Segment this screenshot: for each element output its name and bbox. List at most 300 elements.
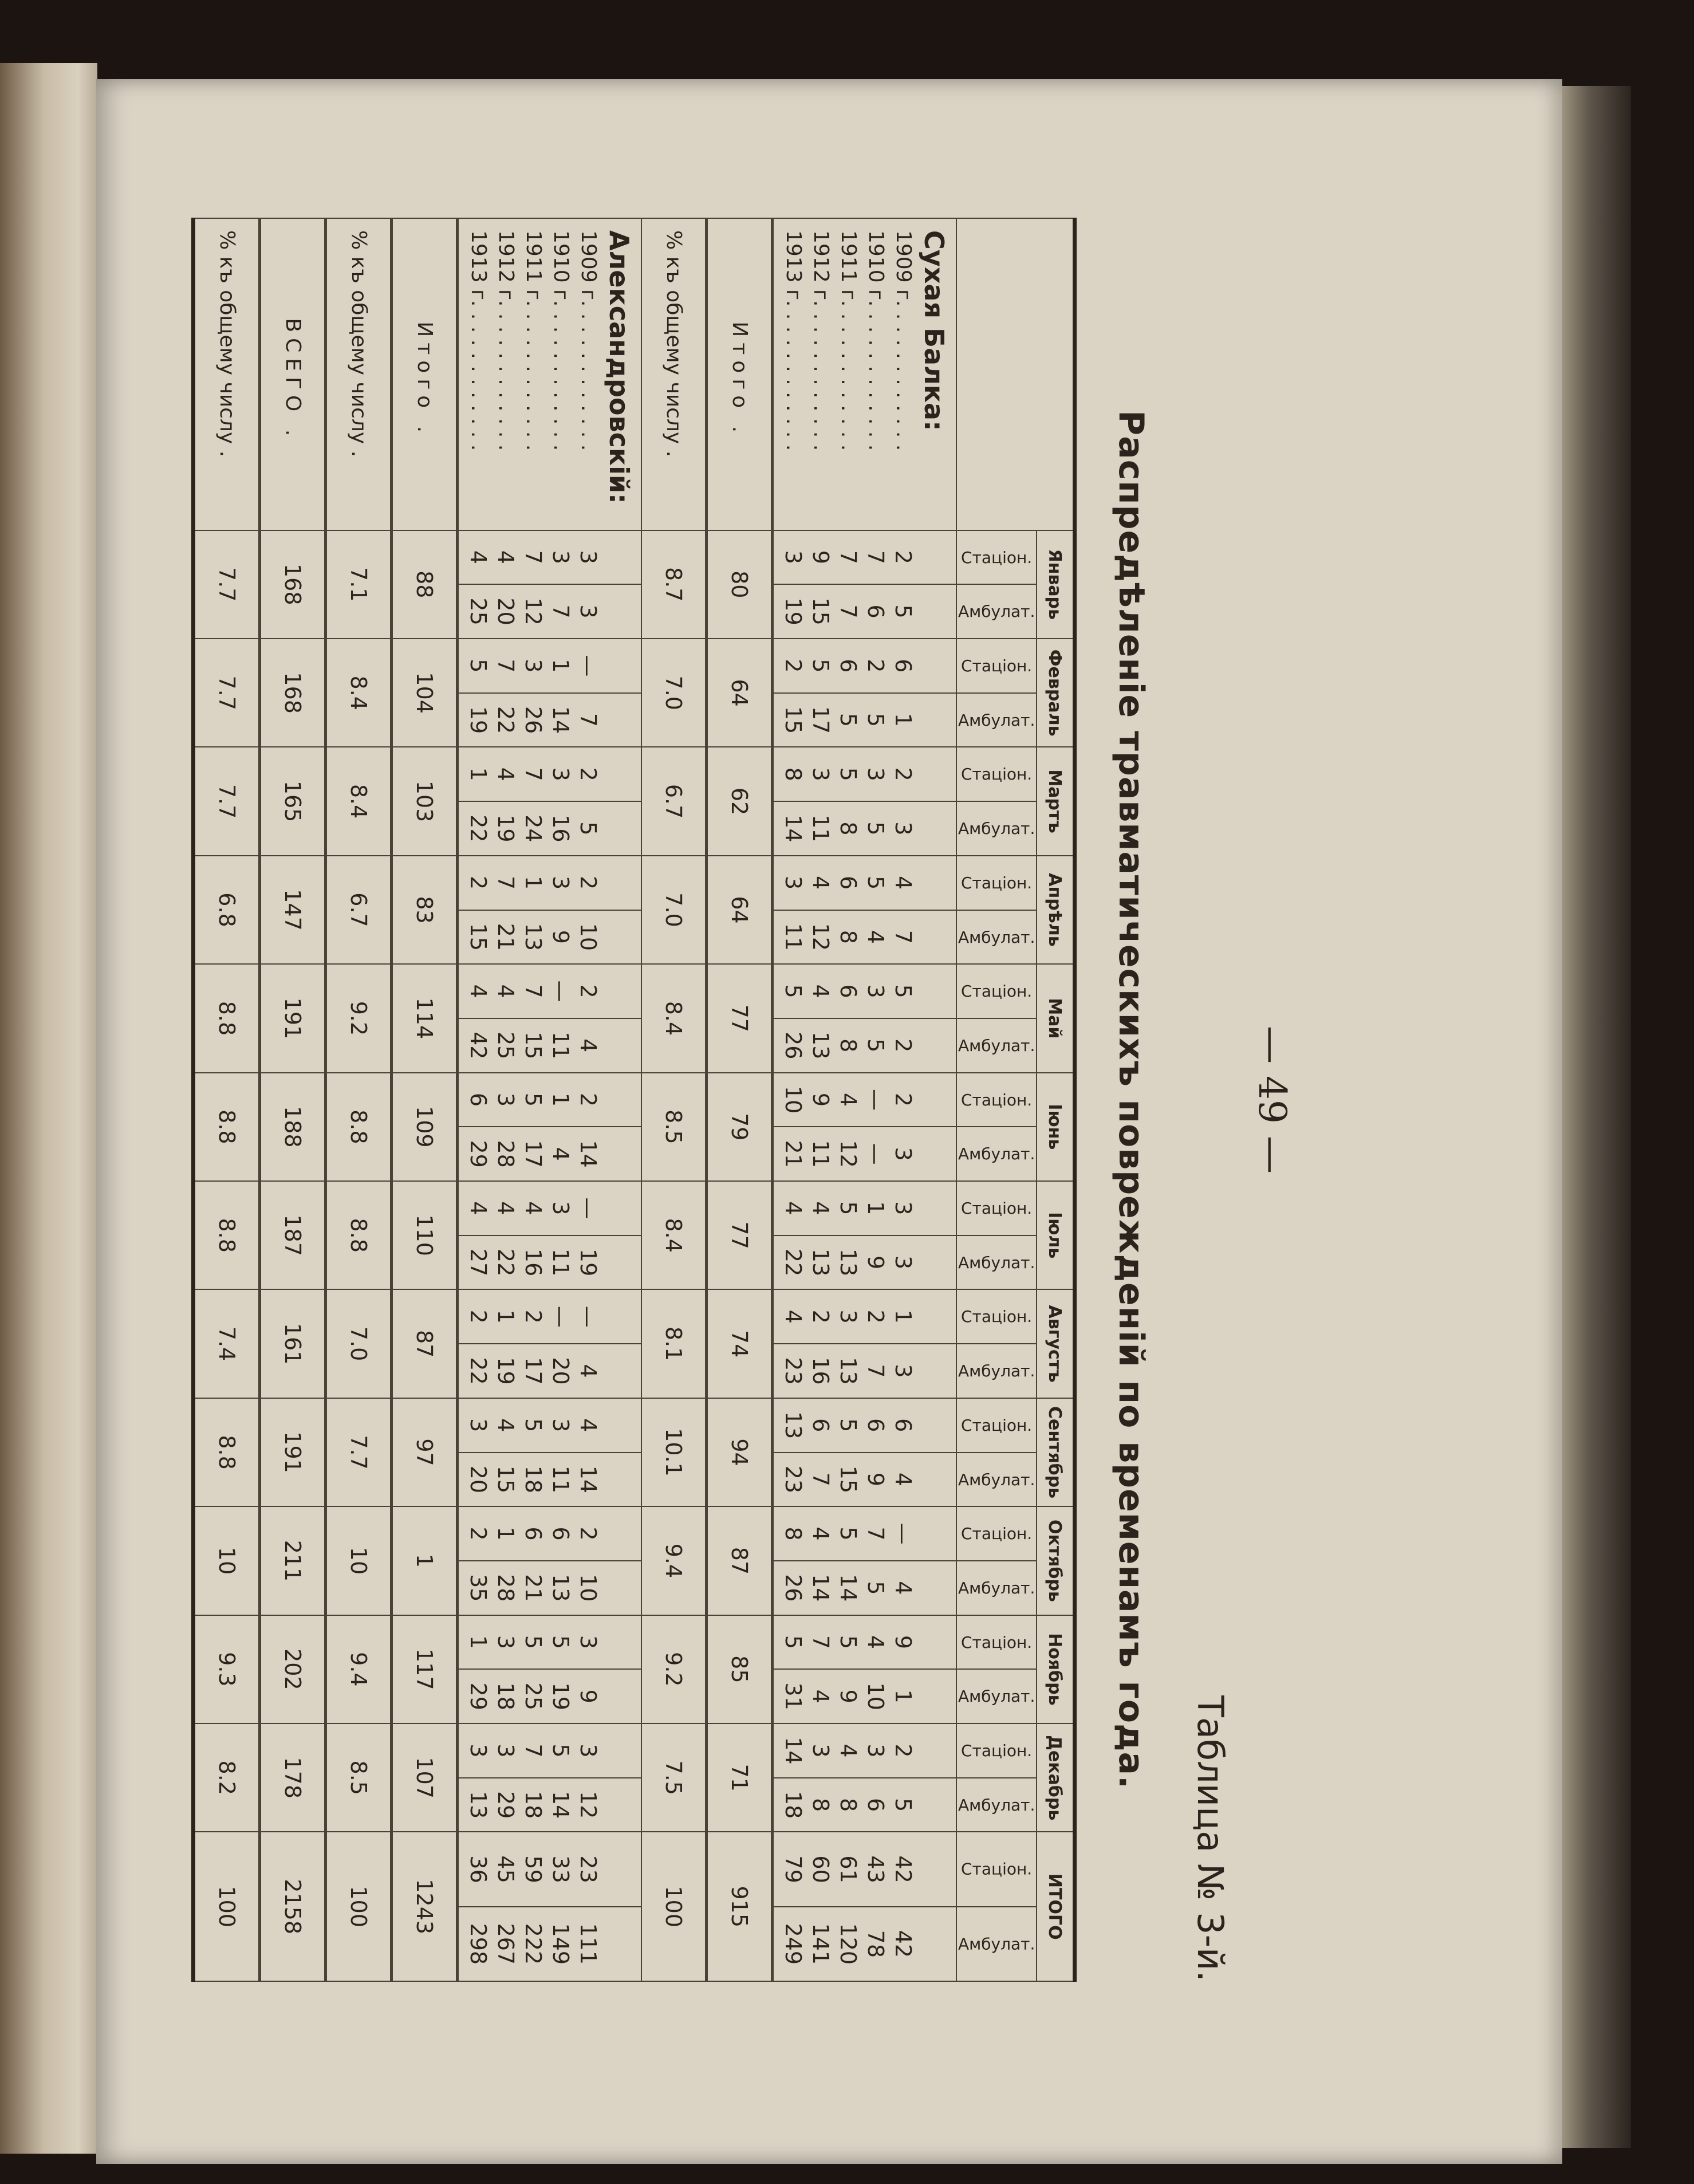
data-cell: 25 — [521, 1682, 546, 1710]
data-column — [773, 584, 957, 639]
data-cell: — — [548, 980, 573, 1002]
data-cell: 4 — [576, 1038, 601, 1053]
data-cell: 5 — [521, 1418, 546, 1433]
data-cell: 2 — [891, 1092, 916, 1107]
data-cell: 26 — [781, 1032, 806, 1060]
data-cell: 11 — [548, 1032, 573, 1060]
data-cell: 149 — [548, 1923, 573, 1965]
itogo-cell: 110 — [392, 1181, 458, 1289]
year-label: 1910 г. . . . . . . . . . . . — [549, 230, 573, 451]
data-cell: 2 — [466, 1526, 491, 1541]
month-header: Декабрь — [1037, 1723, 1075, 1832]
data-cell: 21 — [781, 1140, 806, 1168]
data-cell: 5 — [836, 767, 861, 781]
data-cell: 7 — [493, 659, 518, 673]
data-cell: 43 — [863, 1855, 888, 1883]
data-column — [773, 1778, 957, 1832]
vsego-cell: 211 — [260, 1506, 326, 1615]
data-cell: 3 — [863, 984, 888, 998]
data-cell: 1 — [863, 1201, 888, 1215]
data-cell: 7 — [521, 984, 546, 998]
subheader-stat: Стаціон. — [956, 1181, 1037, 1235]
data-cell: 15 — [493, 1465, 518, 1494]
percent-cell: 8.5 — [326, 1723, 392, 1832]
data-cell: 4 — [576, 1364, 601, 1378]
data-cell: 11 — [781, 923, 806, 951]
data-cell: 19 — [466, 706, 491, 734]
data-column — [773, 530, 957, 585]
data-cell: 4 — [808, 1689, 833, 1703]
data-cell: 2 — [576, 1092, 601, 1107]
subheader-amb: Амбулат. — [956, 1127, 1037, 1181]
data-column — [773, 1289, 957, 1344]
itogo-cell: 117 — [392, 1615, 458, 1723]
data-cell: 4 — [521, 1201, 546, 1215]
data-cell: 3 — [493, 1744, 518, 1758]
data-cell: 249 — [781, 1923, 806, 1965]
data-cell: 31 — [781, 1682, 806, 1710]
subheader-stat: Стаціон. — [956, 964, 1037, 1018]
data-column — [458, 584, 642, 639]
data-cell: 11 — [548, 1248, 573, 1277]
subheader-stat: Стаціон. — [956, 639, 1037, 693]
vsego-cell: 165 — [260, 747, 326, 855]
data-cell: 4 — [548, 1147, 573, 1161]
data-cell: 29 — [466, 1682, 491, 1710]
subheader-amb: Амбулат. — [956, 1344, 1037, 1398]
data-column — [458, 964, 642, 1018]
data-cell: 10 — [576, 923, 601, 951]
data-cell: 3 — [576, 1744, 601, 1758]
data-cell: 2 — [576, 984, 601, 998]
subheader-stat: Стаціон. — [956, 530, 1037, 585]
itogo-cell: 71 — [707, 1723, 773, 1832]
itogo-cell: 114 — [392, 964, 458, 1072]
data-cell: 20 — [548, 1357, 573, 1385]
year-label: 1909 г. . . . . . . . . . . . — [577, 230, 600, 451]
data-cell: 7 — [521, 550, 546, 564]
data-cell: 13 — [548, 1574, 573, 1602]
data-cell: 3 — [493, 1635, 518, 1650]
data-cell: 4 — [808, 1201, 833, 1215]
data-cell: — — [891, 1522, 916, 1545]
vsego-cell: 178 — [260, 1723, 326, 1832]
itogo-cell: 88 — [392, 530, 458, 639]
data-column — [773, 964, 957, 1018]
data-cell: 45 — [493, 1855, 518, 1883]
data-cell: 14 — [576, 1140, 601, 1168]
data-cell: 2 — [891, 1038, 916, 1053]
data-column — [458, 856, 642, 910]
table-title: Распредѣленіе травматическихъ поврежденій по временамъ года. — [1111, 410, 1151, 1789]
subheader-amb: Амбулат. — [956, 1018, 1037, 1073]
data-cell: 2 — [576, 767, 601, 781]
vsego-percent-cell: 9.3 — [194, 1615, 260, 1723]
data-cell: 4 — [808, 876, 833, 890]
data-cell: 18 — [521, 1791, 546, 1819]
data-cell: 3 — [891, 1147, 916, 1161]
vsego-percent-cell: 7.7 — [194, 639, 260, 747]
data-cell: 4 — [836, 1744, 861, 1758]
data-cell: 5 — [548, 1635, 573, 1650]
data-column — [773, 693, 957, 747]
section-label — [458, 218, 642, 530]
data-cell: 7 — [863, 1526, 888, 1541]
data-cell: 3 — [548, 876, 573, 890]
vsego-percent-cell: 100 — [194, 1832, 260, 1981]
data-cell: 6 — [466, 1092, 491, 1107]
data-cell: 18 — [521, 1465, 546, 1494]
data-cell: 1 — [548, 659, 573, 673]
data-cell: — — [863, 1088, 888, 1111]
data-cell: 42 — [466, 1032, 491, 1060]
subheader-amb: Амбулат. — [956, 1669, 1037, 1723]
data-cell: 7 — [808, 1635, 833, 1650]
subheader-stat: Стаціон. — [956, 1073, 1037, 1127]
itogo-row — [707, 218, 773, 1981]
data-cell: 15 — [521, 1032, 546, 1060]
data-column — [773, 1073, 957, 1127]
month-header: ИТОГО — [1037, 1832, 1075, 1981]
percent-label: % къ общему числу . — [326, 218, 392, 530]
data-cell: 10 — [863, 1682, 888, 1710]
data-cell: — — [548, 1305, 573, 1328]
data-cell: 60 — [808, 1855, 833, 1883]
data-cell: 2 — [576, 1526, 601, 1541]
data-cell: 2 — [863, 659, 888, 673]
data-cell: 19 — [493, 1357, 518, 1385]
data-cell: 222 — [521, 1923, 546, 1965]
subheader-amb: Амбулат. — [956, 1561, 1037, 1615]
data-cell: 4 — [863, 930, 888, 944]
data-cell: 4 — [466, 550, 491, 564]
data-cell: 4 — [863, 1635, 888, 1650]
percent-cell: 9.4 — [641, 1506, 707, 1615]
section-label — [773, 218, 957, 530]
data-cell: — — [576, 1305, 601, 1328]
itogo-label — [707, 218, 773, 530]
data-cell: — — [576, 1197, 601, 1219]
data-cell: 3 — [781, 876, 806, 890]
vsego-percent-cell: 8.8 — [194, 1181, 260, 1289]
data-column — [458, 1832, 642, 1906]
data-column — [773, 1615, 957, 1670]
itogo-cell: 107 — [392, 1723, 458, 1832]
data-cell: 9 — [576, 1689, 601, 1703]
percent-cell: 9.2 — [641, 1615, 707, 1723]
percent-cell: 8.4 — [326, 747, 392, 855]
itogo-row — [392, 218, 458, 1981]
data-cell: 13 — [836, 1357, 861, 1385]
vsego-cell: 2158 — [260, 1832, 326, 1981]
data-cell: 1 — [493, 1526, 518, 1541]
data-column — [773, 910, 957, 965]
itogo-cell: 64 — [707, 856, 773, 964]
subheader-amb: Амбулат. — [956, 1235, 1037, 1290]
data-cell: 5 — [836, 1201, 861, 1215]
data-cell: 6 — [863, 604, 888, 619]
year-label: 1911 г. . . . . . . . . . . . — [522, 230, 545, 451]
data-column — [458, 530, 642, 585]
vsego-cell: 168 — [260, 530, 326, 639]
data-cell: 20 — [493, 597, 518, 625]
data-cell: 4 — [781, 1309, 806, 1324]
data-cell: 3 — [808, 1744, 833, 1758]
data-cell: 3 — [576, 1635, 601, 1650]
vsego-cell: 147 — [260, 856, 326, 964]
data-cell: 9 — [548, 930, 573, 944]
data-cell: 3 — [521, 659, 546, 673]
data-cell: 26 — [781, 1574, 806, 1602]
data-cell: 4 — [781, 1201, 806, 1215]
data-cell: 5 — [466, 659, 491, 673]
data-column — [458, 1907, 642, 1981]
data-cell: 9 — [836, 1689, 861, 1703]
data-cell: 3 — [493, 1092, 518, 1107]
itogo-cell: 915 — [707, 1832, 773, 1981]
data-cell: 14 — [548, 1791, 573, 1819]
data-cell: 7 — [836, 550, 861, 564]
data-cell: 3 — [548, 550, 573, 564]
subheader-stat: Стаціон. — [956, 1832, 1037, 1906]
subheader-amb: Амбулат. — [956, 1907, 1037, 1981]
data-cell: 14 — [576, 1465, 601, 1494]
data-column — [458, 1073, 642, 1127]
data-cell: 12 — [836, 1140, 861, 1168]
data-cell: 4 — [891, 1581, 916, 1595]
data-cell: 2 — [521, 1309, 546, 1324]
rotated-page-content — [214, 218, 1317, 1982]
data-column — [458, 1615, 642, 1670]
data-cell: 5 — [891, 604, 916, 619]
data-cell: 5 — [781, 984, 806, 998]
data-cell: 79 — [781, 1855, 806, 1883]
subheader-stat: Стаціон. — [956, 1615, 1037, 1670]
itogo-label-text: Итого . — [728, 321, 751, 439]
vsego-cell: 202 — [260, 1615, 326, 1723]
left-page-edge — [0, 63, 97, 2154]
itogo-cell: 62 — [707, 747, 773, 855]
vsego-percent-cell: 6.8 — [194, 856, 260, 964]
data-cell: 3 — [781, 550, 806, 564]
data-cell: 6 — [836, 876, 861, 890]
data-column — [773, 1669, 957, 1723]
data-cell: 15 — [466, 923, 491, 951]
data-cell: 21 — [521, 1574, 546, 1602]
data-column — [458, 1669, 642, 1723]
data-cell: 14 — [781, 1737, 806, 1765]
data-cell: 18 — [781, 1791, 806, 1819]
data-column — [773, 1344, 957, 1398]
data-cell: 7 — [521, 767, 546, 781]
data-column — [458, 1561, 642, 1615]
data-cell: 7 — [576, 713, 601, 727]
data-cell: 9 — [863, 1255, 888, 1270]
data-cell: 28 — [493, 1140, 518, 1168]
data-cell: 1 — [548, 1092, 573, 1107]
data-cell: 5 — [836, 1418, 861, 1433]
data-cell: 2 — [466, 1309, 491, 1324]
data-cell: 7 — [836, 604, 861, 619]
data-cell: 3 — [576, 550, 601, 564]
data-cell: 6 — [521, 1526, 546, 1541]
data-cell: 7 — [521, 1744, 546, 1758]
data-column — [458, 1506, 642, 1561]
year-label: 1912 г. . . . . . . . . . . . — [494, 230, 518, 451]
subheader-amb: Амбулат. — [956, 801, 1037, 856]
subheader-amb: Амбулат. — [956, 584, 1037, 639]
data-cell: 1 — [466, 767, 491, 781]
vsego-cell: 161 — [260, 1289, 326, 1398]
itogo-cell: 1243 — [392, 1832, 458, 1981]
data-cell: 5 — [548, 1744, 573, 1758]
data-cell: 42 — [891, 1855, 916, 1883]
data-cell: 5 — [836, 713, 861, 727]
data-cell: 2 — [808, 1309, 833, 1324]
data-cell: 2 — [781, 659, 806, 673]
percent-cell: 10.1 — [641, 1398, 707, 1506]
data-cell: 2 — [891, 1744, 916, 1758]
data-cell: 14 — [808, 1574, 833, 1602]
data-cell: 35 — [466, 1574, 491, 1602]
subheader-amb: Амбулат. — [956, 1778, 1037, 1832]
data-cell: 29 — [493, 1791, 518, 1819]
data-cell: 8 — [781, 767, 806, 781]
data-cell: 3 — [891, 1255, 916, 1270]
vsego-percent-row — [194, 218, 260, 1981]
month-header-row — [1037, 218, 1075, 1981]
data-cell: 3 — [466, 1744, 491, 1758]
data-column — [458, 1723, 642, 1778]
book-edge — [1562, 86, 1631, 2148]
data-cell: 59 — [521, 1855, 546, 1883]
data-cell: 17 — [521, 1140, 546, 1168]
data-cell: 20 — [466, 1465, 491, 1494]
data-cell: 25 — [493, 1032, 518, 1060]
data-cell: 4 — [576, 1418, 601, 1433]
section-title: Александровскій: — [604, 230, 635, 504]
data-column — [773, 1506, 957, 1561]
data-cell: 1 — [891, 713, 916, 727]
data-cell: 18 — [493, 1682, 518, 1710]
data-cell: 4 — [466, 1201, 491, 1215]
data-column — [773, 801, 957, 856]
data-cell: 3 — [808, 767, 833, 781]
percent-cell: 100 — [326, 1832, 392, 1981]
data-column — [458, 801, 642, 856]
itogo-cell: 74 — [707, 1289, 773, 1398]
data-cell: 25 — [466, 597, 491, 625]
data-cell: 9 — [808, 1092, 833, 1107]
data-cell: 78 — [863, 1930, 888, 1958]
data-cell: 3 — [548, 1201, 573, 1215]
data-cell: 10 — [576, 1574, 601, 1602]
month-header: Январь — [1037, 530, 1075, 639]
data-column — [773, 1398, 957, 1453]
data-cell: 19 — [576, 1248, 601, 1277]
data-cell: 9 — [863, 1472, 888, 1486]
data-cell: 12 — [576, 1791, 601, 1819]
data-cell: 8 — [836, 930, 861, 944]
month-header: Сентябрь — [1037, 1398, 1075, 1506]
vsego-cell: 168 — [260, 639, 326, 747]
percent-cell: 7.0 — [641, 856, 707, 964]
data-column — [458, 910, 642, 965]
data-cell: 3 — [548, 767, 573, 781]
data-cell: 22 — [493, 1248, 518, 1277]
data-cell: 1 — [891, 1309, 916, 1324]
year-label: 1911 г. . . . . . . . . . . . — [837, 230, 860, 451]
data-column — [773, 856, 957, 910]
data-cell: 11 — [808, 814, 833, 843]
data-cell: 22 — [781, 1248, 806, 1277]
data-column — [458, 1181, 642, 1235]
data-cell: 33 — [548, 1855, 573, 1883]
data-cell: 2 — [863, 1309, 888, 1324]
data-cell: 1 — [466, 1635, 491, 1650]
data-cell: 2 — [576, 876, 601, 890]
subheader-amb: Амбулат. — [956, 693, 1037, 747]
data-cell: 14 — [781, 814, 806, 843]
data-cell: 6 — [836, 984, 861, 998]
data-cell: 6 — [863, 1418, 888, 1433]
data-cell: 4 — [466, 984, 491, 998]
data-cell: 8 — [781, 1526, 806, 1541]
data-column — [773, 1561, 957, 1615]
percent-cell: 8.1 — [641, 1289, 707, 1398]
vsego-percent-cell: 7.7 — [194, 530, 260, 639]
itogo-cell: 64 — [707, 639, 773, 747]
data-cell: 11 — [548, 1465, 573, 1494]
data-cell: 3 — [891, 1364, 916, 1378]
data-cell: 10 — [781, 1085, 806, 1114]
data-cell: 23 — [781, 1465, 806, 1494]
year-label: 1913 г. . . . . . . . . . . . — [782, 230, 805, 451]
percent-cell: 7.0 — [326, 1289, 392, 1398]
data-cell: 111 — [576, 1923, 601, 1965]
data-cell: 2 — [466, 876, 491, 890]
data-cell: 13 — [521, 923, 546, 951]
data-cell: 4 — [493, 1418, 518, 1433]
data-cell: 5 — [521, 1092, 546, 1107]
month-header: Февраль — [1037, 639, 1075, 747]
year-label: 1909 г. . . . . . . . . . . . — [892, 230, 915, 451]
data-cell: 4 — [891, 876, 916, 890]
data-cell: 5 — [836, 1526, 861, 1541]
data-cell: 3 — [576, 604, 601, 619]
data-cell: 42 — [891, 1930, 916, 1958]
vsego-percent-cell: 7.7 — [194, 747, 260, 855]
data-cell: 6 — [836, 659, 861, 673]
data-cell: 15 — [808, 597, 833, 625]
data-cell: 7 — [548, 604, 573, 619]
data-cell: 23 — [576, 1855, 601, 1883]
vsego-label — [260, 218, 326, 530]
data-column — [773, 1832, 957, 1906]
vsego-percent-label: % къ общему числу . — [194, 218, 260, 530]
data-cell: 5 — [521, 1635, 546, 1650]
data-cell: 6 — [808, 1418, 833, 1433]
data-cell: 23 — [781, 1357, 806, 1385]
data-cell: 15 — [781, 706, 806, 734]
data-cell: 3 — [863, 1744, 888, 1758]
data-cell: 4 — [493, 1201, 518, 1215]
data-cell: 4 — [808, 1526, 833, 1541]
data-column — [458, 639, 642, 693]
itogo-cell: 83 — [392, 856, 458, 964]
data-cell: 1 — [493, 1309, 518, 1324]
subheader-amb: Амбулат. — [956, 910, 1037, 965]
